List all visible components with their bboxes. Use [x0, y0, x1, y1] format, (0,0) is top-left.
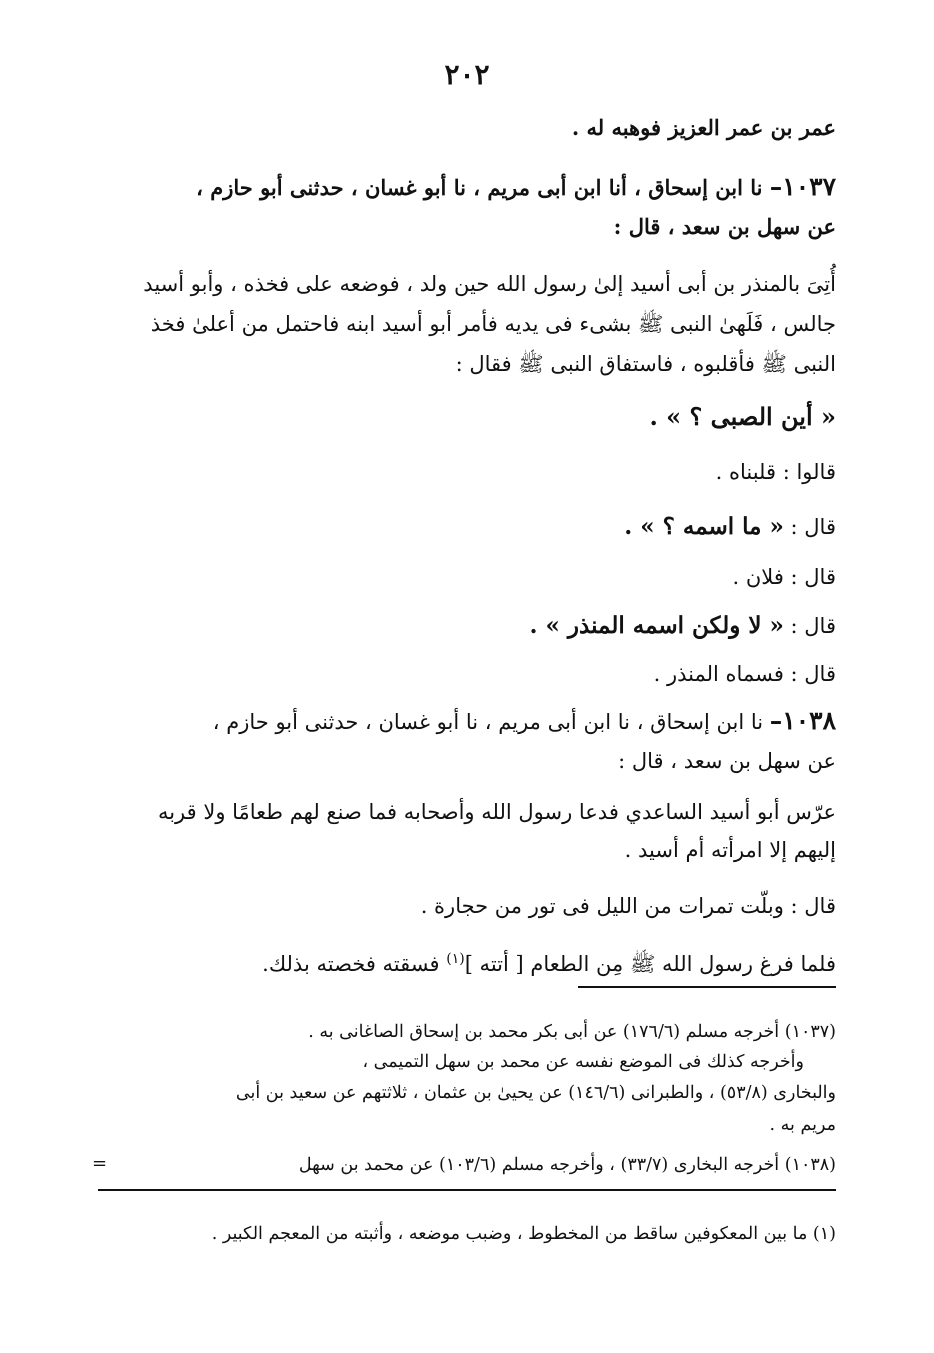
quote-line-7: « أين الصبى ؟ » . — [649, 402, 836, 431]
text-line-1: عمر بن عمر العزيز فوهبه له . — [571, 115, 836, 140]
hadith-number-1037: ١٠٣٧– — [769, 172, 836, 201]
footnote-line: والبخارى (٥٣/٨) ، والطبرانى (١٤٦/٦) عن يحيىٰ بن عثمان ، ثلاثتهم عن سعيد بن أبى — [235, 1083, 836, 1103]
footnote-1038: (١٠٣٨) أخرجه البخارى (٣٣/٧) ، وأخرجه مسلم (١٠٣/٦) عن محمد بن سهل — [298, 1155, 836, 1175]
footnote-line: مريم به . — [769, 1115, 836, 1135]
hadith-1037-header — [196, 173, 836, 202]
isnad-line-2: عن سهل بن سعد ، قال : — [613, 214, 836, 239]
isnad-line-14: عن سهل بن سعد ، قال : — [618, 749, 836, 773]
footnote-1: (١) ما بين المعكوفين ساقط من المخطوط ، وضبب موضعه ، وأثبته من المعجم الكبير . — [211, 1224, 836, 1244]
text-line-16: إليهم إلا امرأته أم أسيد . — [624, 838, 836, 862]
footnote-1037: (١٠٣٧) أخرجه مسلم (١٧٦/٦) عن أبى بكر محمد بن إسحاق الصاغانى به . — [308, 1022, 836, 1042]
isnad-line: نا ابن إسحاق ، نا ابن أبى مريم ، نا أبو غسان ، حدثنى أبو حازم ، — [212, 710, 770, 734]
text-segment: فسقته فخصته بذلك. — [262, 952, 447, 976]
said-label: قال : — [783, 614, 836, 638]
said-label: قال : — [783, 515, 836, 539]
footnote-line: وأخرجه كذلك فى الموضع نفسه عن محمد بن سهل التميمى ، — [362, 1052, 804, 1072]
text-line-8: قالوا : قلبناه . — [715, 460, 836, 484]
text-line-15: عرّس أبو أسيد الساعدي فدعا رسول الله وأصحابه فما صنع لهم طعامًا ولا قربه — [157, 800, 836, 824]
continuation-mark: = — [92, 1153, 108, 1174]
text-line-9 — [624, 513, 836, 541]
isnad-line: نا ابن إسحاق ، أنا ابن أبى مريم ، نا أبو غسان ، حدثنى أبو حازم ، — [196, 175, 770, 200]
footnote-ref: (١) — [446, 951, 465, 967]
text-line-5: جالس ، فَلَهىٰ النبى ﷺ بشىء فى يديه فأمر أبو أسيد ابنه فاحتمل من أعلىٰ فخذ — [150, 312, 836, 336]
text-line-10: قال : فلان . — [732, 565, 836, 589]
hadith-number-1038: ١٠٣٨– — [769, 706, 836, 735]
quote: « ما اسمه ؟ » . — [624, 513, 784, 540]
text-line-17: قال : وبلّت تمرات من الليل فى تور من حجارة . — [420, 894, 836, 918]
footnote-divider — [98, 1189, 836, 1191]
page-number: ٢٠٢ — [444, 58, 490, 91]
footnote-separator — [578, 986, 836, 988]
text-line-18 — [262, 945, 836, 978]
text-line-6: النبى ﷺ فأقلبوه ، فاستفاق النبى ﷺ فقال : — [455, 352, 836, 376]
quote: « لا ولكن اسمه المنذر » . — [529, 612, 784, 639]
text-line-4: أُتِىَ بالمنذر بن أبى أسيد إلىٰ رسول الله حين ولد ، فوضعه على فخذه ، وأبو أسيد — [143, 272, 836, 296]
text-segment: فلما فرغ رسول الله ﷺ مِن الطعام [ أتته ] — [464, 952, 836, 976]
text-line-12: قال : فسماه المنذر . — [653, 662, 836, 686]
text-line-11 — [530, 612, 836, 640]
hadith-1038-header — [213, 707, 836, 736]
